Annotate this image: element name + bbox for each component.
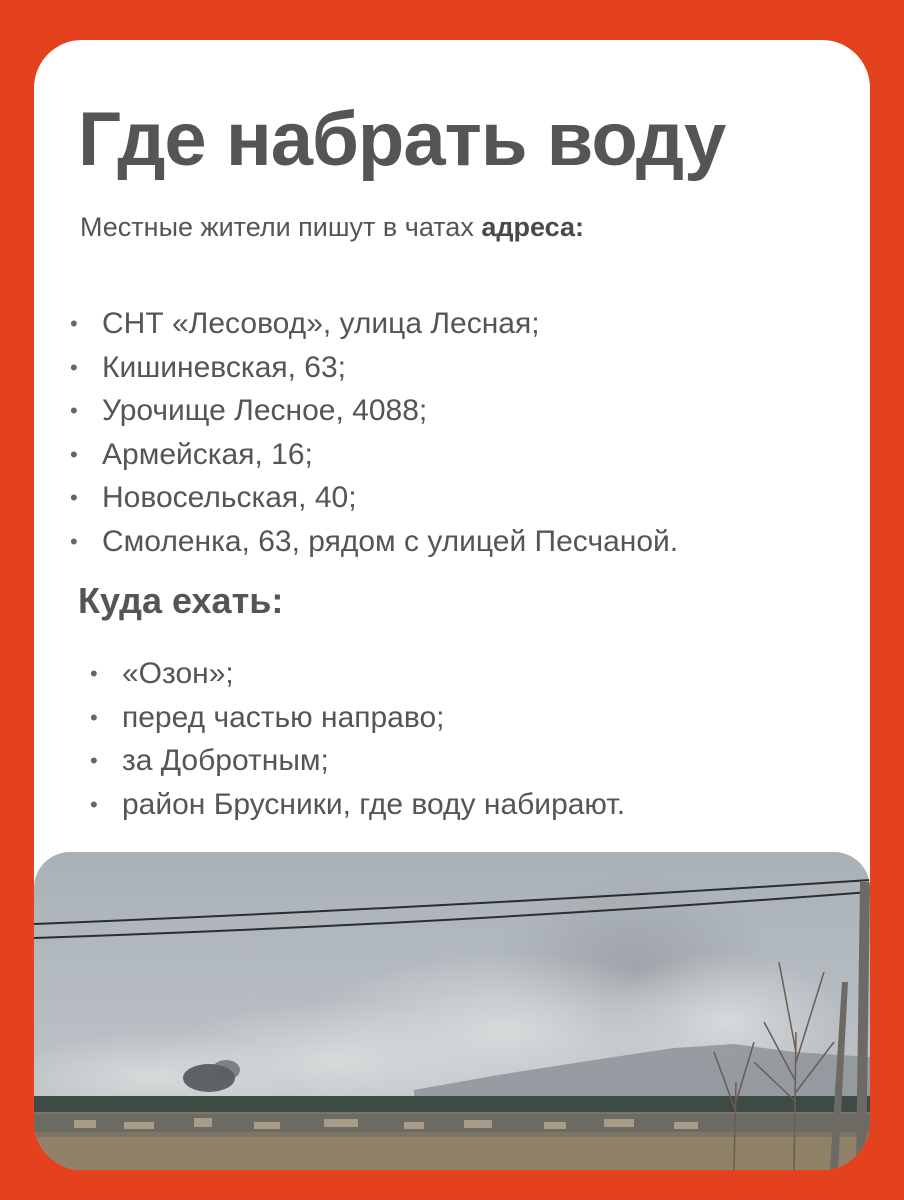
list-item: • район Брусники, где воду набирают. — [90, 783, 625, 827]
smoke-photo — [34, 852, 870, 1170]
directions-list — [90, 652, 625, 826]
list-item: • СНТ «Лесовод», улица Лесная; — [70, 302, 678, 346]
subtitle-text: Местные жители пишут в чатах — [80, 212, 482, 242]
subtitle — [80, 212, 584, 243]
list-item: • Смоленка, 63, рядом с улицей Песчаной. — [70, 520, 678, 564]
list-item: • Урочище Лесное, 4088; — [70, 389, 678, 433]
list-item: • перед частью направо; — [90, 696, 625, 740]
directions-heading: Куда ехать: — [78, 580, 284, 621]
list-item: • Новосельская, 40; — [70, 476, 678, 520]
address-list — [70, 302, 678, 563]
list-item: • за Добротным; — [90, 739, 625, 783]
list-item: • «Озон»; — [90, 652, 625, 696]
list-item: • Кишиневская, 63; — [70, 346, 678, 390]
landscape-image — [34, 852, 870, 1170]
page-title: Где набрать воду — [78, 97, 726, 182]
list-item: • Армейская, 16; — [70, 433, 678, 477]
subtitle-bold: адреса: — [481, 212, 584, 242]
info-card — [34, 40, 870, 1170]
